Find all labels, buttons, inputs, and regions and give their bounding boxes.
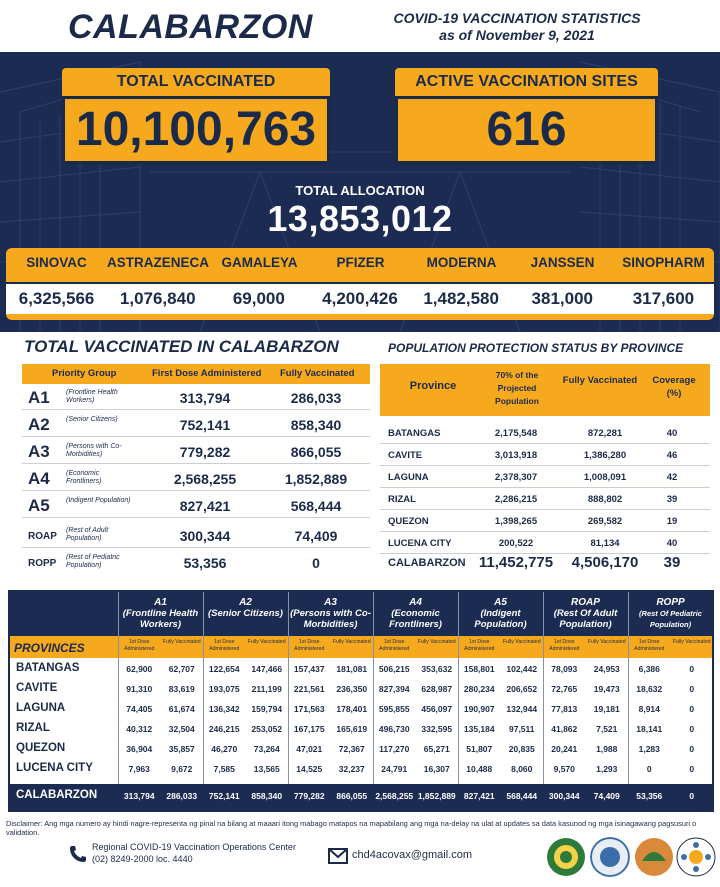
vaccine-name: ASTRAZENECA [107, 255, 210, 270]
header-first-dose: First Dose Administered [152, 368, 262, 379]
cell-value: 221,561 [293, 684, 325, 694]
vaccine-name: MODERNA [426, 255, 497, 270]
group-header [543, 592, 628, 636]
doh-seal-icon [546, 837, 586, 877]
first-dose-value: 2,568,255 [173, 471, 237, 487]
cell-value: 10,488 [466, 764, 493, 774]
cell-value: 9,672 [171, 764, 193, 774]
vaccine-value: 317,600 [632, 289, 695, 308]
column-divider [288, 592, 289, 784]
cell-value: 6,386 [638, 664, 660, 674]
cell-value: 7,585 [213, 764, 235, 774]
vaccine-value: 6,325,566 [18, 289, 95, 308]
fully-vaccinated: 888,802 [587, 494, 623, 505]
contact-center: Regional COVID-19 Vaccination Operations Center [92, 842, 296, 852]
cell-value: 595,855 [378, 704, 410, 714]
province-name: BATANGAS [16, 662, 80, 674]
cell-value: 211,199 [251, 684, 282, 694]
row-divider [22, 409, 370, 410]
cell-value: 13,565 [253, 764, 280, 774]
total-cell-value: 300,344 [548, 791, 580, 801]
coverage-percent: 19 [666, 516, 678, 527]
active-sites-value: 616 [395, 96, 658, 164]
group-desc: (Frontline Health Workers) [122, 608, 199, 630]
row-divider [22, 436, 370, 437]
priority-row [22, 413, 370, 437]
cell-value: 78,093 [551, 664, 578, 674]
first-dose-value: 827,421 [179, 498, 231, 514]
priority-desc: (Economic Frontliners) [66, 470, 102, 485]
total-allocation-label: TOTAL ALLOCATION [295, 183, 425, 198]
first-dose-value: 752,141 [179, 417, 231, 433]
group-code: ROPP [656, 597, 685, 608]
region-title: CALABARZON [68, 8, 313, 46]
cell-value: 18,632 [636, 684, 663, 694]
group-code: A3 [324, 597, 337, 608]
cell-value: 46,270 [211, 744, 238, 754]
vaccine-brand-bar [6, 248, 714, 320]
fully-subheader: Fully Vaccinated [587, 639, 626, 645]
total-vaccinated-value: 10,100,763 [62, 96, 330, 164]
fully-vaccinated: 1,008,091 [583, 472, 627, 483]
group-code: A2 [239, 597, 252, 608]
cell-value: 246,215 [208, 724, 240, 734]
province-name: RIZAL [388, 494, 416, 505]
cell-value: 102,442 [506, 664, 538, 674]
total-cell-value: 0 [689, 791, 695, 801]
cell-value: 8,060 [511, 764, 533, 774]
email-icon [328, 848, 348, 864]
fully-subheader: Fully Vaccinated [162, 639, 201, 645]
cell-value: 9,570 [553, 764, 575, 774]
dose-subheader: 1st Dose Administered [294, 639, 325, 652]
active-sites-label: ACTIVE VACCINATION SITES [395, 68, 658, 96]
cell-value: 0 [689, 724, 695, 734]
province-table-total-row [10, 784, 712, 810]
coverage-percent: 39 [666, 494, 678, 505]
cell-value: 827,394 [378, 684, 410, 694]
cell-value: 19,181 [593, 704, 620, 714]
cell-value: 171,563 [293, 704, 325, 714]
province-name: CAVITE [16, 682, 58, 694]
group-code: A4 [409, 597, 422, 608]
dose-subheader: 1st Dose Administered [209, 639, 240, 652]
total-cell-value: 779,282 [293, 791, 325, 801]
priority-code: ROAP [28, 531, 57, 542]
fully-vaccinated: 269,582 [587, 516, 623, 527]
header-province: Province [409, 380, 457, 392]
cell-value: 72,367 [338, 744, 365, 754]
cell-value: 0 [689, 664, 695, 674]
priority-row [22, 524, 370, 548]
total-cell-value: 286,033 [166, 791, 198, 801]
fully-vaccinated: 872,281 [587, 428, 623, 439]
coverage-percent: 42 [666, 472, 678, 483]
cell-value: 190,907 [463, 704, 495, 714]
cell-value: 0 [689, 764, 695, 774]
total-name: CALABARZON [16, 789, 98, 801]
cell-value: 35,857 [168, 744, 195, 754]
priority-code: A5 [28, 496, 50, 515]
priority-row [22, 386, 370, 410]
group-header [288, 592, 373, 636]
cell-value: 24,953 [593, 664, 620, 674]
vaccine-name: JANSSEN [530, 255, 595, 270]
cell-value: 456,097 [421, 704, 453, 714]
cell-value: 32,237 [338, 764, 365, 774]
page-header [0, 0, 720, 52]
vaccine-value: 1,482,580 [423, 289, 499, 308]
cell-value: 65,271 [423, 744, 450, 754]
dose-subheader: 1st Dose Administered [464, 639, 495, 652]
vaccine-name: PFIZER [336, 255, 385, 270]
cell-value: 165,619 [336, 724, 368, 734]
cell-value: 193,075 [208, 684, 240, 694]
group-header [203, 592, 288, 636]
fully-vaccinated-value: 74,409 [294, 528, 338, 544]
disclaimer: Disclaimer: Ang mga numero ay hindi nagre-representa ng pinal na bilang at maaari itong mabago matapos na mapabilang ang mga na-delay na ulat at updates sa data kasunod ng mga isinagawang pagsusuri o validation. [6, 819, 697, 837]
total-cell-value: 2,568,255 [375, 791, 414, 801]
provinces-label: PROVINCES [14, 641, 85, 655]
population-row [380, 468, 710, 488]
column-divider [373, 592, 374, 784]
regional-seal-icon [634, 837, 674, 877]
cell-value: 36,904 [126, 744, 153, 754]
first-dose-value: 300,344 [179, 528, 231, 544]
coverage-percent: 46 [666, 450, 678, 461]
projected-population: 1,398,265 [494, 516, 538, 527]
group-desc: (Indigent Population) [474, 608, 527, 630]
column-divider [203, 592, 204, 784]
row-divider [22, 517, 370, 518]
population-section-title: POPULATION PROTECTION STATUS BY PROVINCE [388, 341, 684, 355]
cell-value: 83,619 [168, 684, 195, 694]
vaccine-values [6, 282, 714, 314]
cell-value: 0 [646, 764, 652, 774]
cell-value: 0 [689, 704, 695, 714]
province-name: CAVITE [388, 450, 423, 461]
group-header [118, 592, 203, 636]
priority-desc: (Persons with Co-Morbidities) [66, 443, 122, 458]
total-cell-value: 53,356 [636, 791, 663, 801]
priority-desc: (Rest of Pediatric Population) [66, 554, 120, 569]
fully-vaccinated-value: 568,444 [290, 498, 342, 514]
population-table-header [380, 364, 710, 416]
province-name: QUEZON [16, 742, 66, 754]
total-coverage: 39 [663, 554, 681, 571]
header-fully: Fully Vaccinated [562, 375, 638, 386]
province-breakdown-table [8, 590, 714, 812]
cell-value: 157,437 [293, 664, 325, 674]
province-name: RIZAL [16, 722, 50, 734]
projected-population: 2,378,307 [494, 472, 538, 483]
cell-value: 181,081 [336, 664, 368, 674]
vaccine-value: 69,000 [232, 289, 285, 308]
priority-table-header [22, 364, 370, 384]
vaccine-value: 1,076,840 [119, 289, 196, 308]
total-fully: 4,506,170 [571, 554, 639, 571]
vaccine-name: SINOVAC [26, 255, 87, 270]
row-divider [22, 463, 370, 464]
fully-subheader: Fully Vaccinated [502, 639, 541, 645]
report-date: as of November 9, 2021 [439, 27, 595, 43]
priority-desc: (Rest of Adult Population) [66, 527, 109, 542]
total-vaccinated-label: TOTAL VACCINATED [62, 68, 330, 96]
total-cell-value: 313,794 [123, 791, 155, 801]
total-cell-value: 858,340 [251, 791, 283, 801]
priority-row [22, 467, 370, 491]
cell-value: 0 [689, 684, 695, 694]
cell-value: 1,988 [596, 744, 618, 754]
priority-row [22, 440, 370, 464]
priority-code: A1 [28, 388, 50, 407]
projected-population: 2,175,548 [494, 428, 538, 439]
cell-value: 280,234 [463, 684, 495, 694]
population-row [380, 424, 710, 444]
group-desc: (Economic Frontliners) [389, 608, 442, 630]
cell-value: 7,521 [596, 724, 618, 734]
cell-value: 32,504 [168, 724, 195, 734]
priority-code: A2 [28, 415, 50, 434]
province-row [10, 680, 712, 700]
priority-desc: (Senior Citizens) [66, 416, 118, 423]
group-code: A1 [154, 597, 167, 608]
coverage-percent: 40 [666, 538, 678, 549]
cell-value: 122,654 [208, 664, 240, 674]
group-desc: (Rest Of Pediatric Population) [639, 609, 702, 629]
total-allocation-value: 13,853,012 [267, 198, 453, 239]
column-divider [628, 592, 629, 784]
dose-subheader: 1st Dose Administered [124, 639, 155, 652]
column-divider [458, 592, 459, 784]
total-cell-value: 1,852,889 [417, 791, 456, 801]
fully-subheader: Fully Vaccinated [417, 639, 456, 645]
cell-value: 1,293 [596, 764, 618, 774]
fully-vaccinated: 1,386,280 [583, 450, 627, 461]
cell-value: 41,862 [551, 724, 578, 734]
fully-subheader: Fully Vaccinated [247, 639, 286, 645]
priority-section-title: TOTAL VACCINATED IN CALABARZON [24, 337, 339, 356]
cell-value: 135,184 [463, 724, 495, 734]
cell-value: 353,632 [421, 664, 453, 674]
projected-population: 200,522 [498, 538, 534, 549]
vaccine-program-logo-icon [676, 837, 716, 877]
dose-subheader: 1st Dose Administered [549, 639, 580, 652]
cell-value: 62,707 [168, 664, 195, 674]
fully-vaccinated: 81,134 [590, 538, 620, 549]
vaccine-value: 381,000 [531, 289, 593, 308]
header-coverage: Coverage (%) [652, 375, 696, 399]
cell-value: 40,312 [126, 724, 153, 734]
cell-value: 117,270 [379, 744, 410, 754]
cell-value: 236,350 [336, 684, 368, 694]
agency-logos [546, 837, 716, 881]
priority-row [22, 494, 370, 518]
priority-desc: (Frontline Health Workers) [66, 389, 118, 404]
province-name: LAGUNA [388, 472, 429, 483]
cell-value: 506,215 [378, 664, 410, 674]
cell-value: 20,241 [551, 744, 578, 754]
report-title-line1: COVID-19 VACCINATION STATISTICS [393, 10, 641, 26]
cell-value: 136,342 [208, 704, 240, 714]
group-header [628, 592, 713, 636]
group-code: A5 [494, 597, 507, 608]
group-header [373, 592, 458, 636]
row-divider [22, 490, 370, 491]
cell-value: 0 [689, 744, 695, 754]
province-row [10, 760, 712, 780]
fully-vaccinated-value: 286,033 [290, 390, 342, 406]
cell-value: 73,264 [253, 744, 280, 754]
province-name: BATANGAS [388, 428, 441, 439]
first-dose-value: 53,356 [183, 555, 227, 571]
vaccine-name: SINOPHARM [622, 255, 705, 270]
row-divider [22, 547, 370, 548]
cell-value: 61,674 [168, 704, 195, 714]
phone-icon [68, 844, 88, 864]
vaccine-names [6, 255, 714, 270]
projected-population: 3,013,918 [494, 450, 538, 461]
cell-value: 51,807 [466, 744, 493, 754]
header-fully-vaccinated: Fully Vaccinated [280, 368, 355, 379]
group-desc: (Rest Of Adult Population) [553, 608, 618, 630]
cell-value: 14,525 [296, 764, 323, 774]
fully-subheader: Fully Vaccinated [672, 639, 711, 645]
cell-value: 167,175 [293, 724, 325, 734]
cell-value: 7,963 [128, 764, 150, 774]
column-divider [118, 592, 119, 784]
vaccine-value: 4,200,426 [322, 289, 398, 308]
cell-value: 97,511 [508, 724, 535, 734]
province-row [10, 660, 712, 680]
cell-value: 253,052 [251, 724, 283, 734]
province-table-subheader [10, 636, 712, 658]
first-dose-value: 313,794 [179, 390, 231, 406]
fully-vaccinated-value: 0 [312, 555, 320, 571]
fully-vaccinated-value: 1,852,889 [284, 471, 348, 487]
cell-value: 132,944 [506, 704, 538, 714]
province-row [10, 740, 712, 760]
population-row [380, 534, 710, 554]
summary-banner [0, 52, 720, 332]
cell-value: 158,801 [463, 664, 495, 674]
priority-code: ROPP [28, 558, 57, 569]
province-row [10, 700, 712, 720]
total-cell-value: 827,421 [463, 791, 495, 801]
projected-population: 2,286,215 [494, 494, 538, 505]
cell-value: 18,141 [636, 724, 663, 734]
first-dose-value: 779,282 [179, 444, 231, 460]
dose-subheader: 1st Dose Administered [634, 639, 665, 652]
contact-phone: (02) 8249-2000 loc. 4440 [92, 854, 193, 864]
cell-value: 72,765 [551, 684, 578, 694]
province-name: LUCENA CITY [388, 538, 452, 549]
cell-value: 206,652 [506, 684, 538, 694]
dose-subheader: 1st Dose Administered [379, 639, 410, 652]
total-cell-value: 866,055 [336, 791, 368, 801]
province-name: QUEZON [388, 516, 429, 527]
fully-vaccinated-value: 858,340 [290, 417, 342, 433]
cell-value: 1,283 [638, 744, 660, 754]
cell-value: 91,310 [126, 684, 153, 694]
cell-value: 178,401 [336, 704, 368, 714]
total-cell-value: 752,141 [208, 791, 240, 801]
population-total-row [380, 552, 710, 576]
cell-value: 74,405 [126, 704, 153, 714]
total-projected: 11,452,775 [478, 554, 554, 571]
province-name: LUCENA CITY [16, 762, 93, 774]
cell-value: 8,914 [638, 704, 660, 714]
priority-desc: (Indigent Population) [66, 497, 131, 504]
cell-value: 147,466 [251, 664, 283, 674]
cell-value: 77,813 [551, 704, 578, 714]
chd-seal-icon [590, 837, 630, 877]
cell-value: 20,835 [508, 744, 535, 754]
cell-value: 19,473 [593, 684, 620, 694]
cell-value: 62,900 [126, 664, 153, 674]
report-title [352, 10, 682, 44]
fully-vaccinated-value: 866,055 [290, 444, 342, 460]
province-row [10, 720, 712, 740]
fully-subheader: Fully Vaccinated [332, 639, 371, 645]
population-row [380, 490, 710, 510]
cell-value: 24,791 [381, 764, 408, 774]
priority-code: A4 [28, 469, 50, 488]
cell-value: 159,794 [251, 704, 283, 714]
total-cell-value: 568,444 [506, 791, 538, 801]
province-table-group-header [10, 592, 712, 636]
total-cell-value: 74,409 [593, 791, 620, 801]
cell-value: 332,595 [421, 724, 453, 734]
group-header [458, 592, 543, 636]
population-row [380, 446, 710, 466]
group-desc: (Senior Citizens) [208, 608, 283, 619]
column-divider [543, 592, 544, 784]
priority-code: A3 [28, 442, 50, 461]
cell-value: 496,730 [378, 724, 410, 734]
total-province-name: CALABARZON [388, 557, 466, 569]
coverage-percent: 40 [666, 428, 678, 439]
cell-value: 47,021 [296, 744, 323, 754]
group-desc: (Persons with Co-Morbidities) [290, 608, 371, 630]
cell-value: 16,307 [423, 764, 450, 774]
group-code: ROAP [571, 597, 600, 608]
priority-row [22, 551, 370, 575]
population-row [380, 512, 710, 532]
email-address[interactable]: chd4acovax@gmail.com [352, 849, 472, 861]
cell-value: 628,987 [421, 684, 453, 694]
header-projected: 70% of the Projected Population [495, 370, 539, 406]
header-priority-group: Priority Group [52, 368, 117, 379]
vaccine-name: GAMALEYA [221, 255, 298, 270]
province-name: LAGUNA [16, 702, 66, 714]
